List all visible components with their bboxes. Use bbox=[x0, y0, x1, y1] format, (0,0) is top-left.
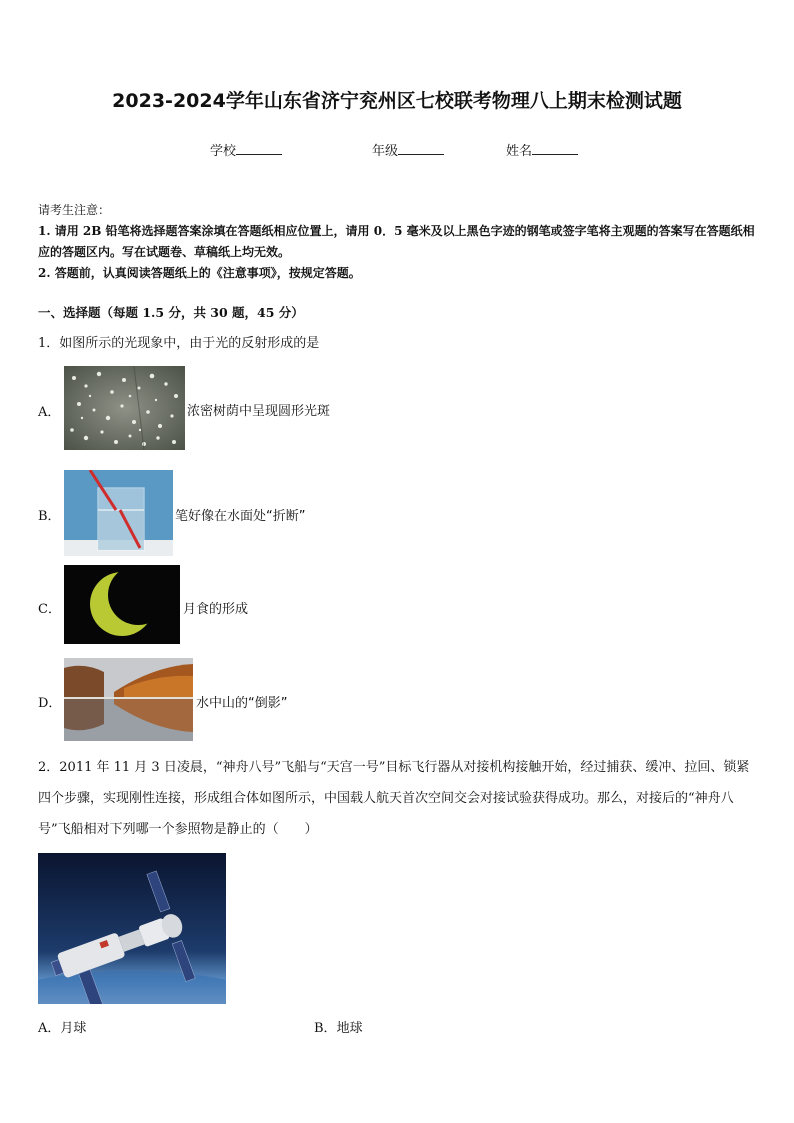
grade-field bbox=[372, 140, 444, 159]
option-d-text: 水中山的“倒影” bbox=[196, 696, 288, 711]
spacecraft-docking-image bbox=[38, 853, 226, 1004]
pencil-in-water-image bbox=[64, 470, 173, 556]
name-field bbox=[506, 140, 578, 159]
section-heading: 一、选择题（每题 1.5 分，共 30 题，45 分） bbox=[38, 305, 304, 320]
option-2a bbox=[38, 1017, 86, 1036]
option-2b-text: 地球 bbox=[336, 1021, 363, 1036]
option-a-letter: A． bbox=[38, 405, 61, 420]
tree-shade-light-spots-image bbox=[64, 366, 185, 450]
name-label: 姓名 bbox=[506, 144, 533, 159]
school-label: 学校 bbox=[210, 144, 237, 159]
option-b-letter: B． bbox=[38, 509, 61, 524]
question-1-stem: 1．如图所示的光现象中，由于光的反射形成的是 bbox=[38, 336, 320, 351]
notice-item-1: 1. 请用 2B 铅笔将选择题答案涂填在答题纸相应位置上，请用 0．5 毫米及以上黑色字迹的钢笔或签字笔将主观题的答案写在答题纸相应的答题区内。写在试题卷、草稿纸上均无效。 bbox=[38, 224, 755, 259]
option-c-letter: C． bbox=[38, 602, 61, 617]
grade-blank bbox=[398, 142, 444, 155]
option-2b-letter: B． bbox=[314, 1021, 337, 1036]
school-field bbox=[210, 140, 282, 159]
notice-item-2: 2. 答题前，认真阅读答题纸上的《注意事项》，按规定答题。 bbox=[38, 266, 361, 280]
option-c-text: 月食的形成 bbox=[183, 602, 249, 617]
name-blank bbox=[532, 142, 578, 155]
school-blank bbox=[236, 142, 282, 155]
page-title: 2023-2024学年山东省济宁兖州区七校联考物理八上期末检测试题 bbox=[112, 90, 682, 112]
lunar-eclipse-image bbox=[64, 565, 180, 644]
grade-label: 年级 bbox=[372, 144, 399, 159]
option-2a-letter: A． bbox=[38, 1021, 61, 1036]
mountain-reflection-image bbox=[64, 658, 193, 741]
option-a-text: 浓密树荫中呈现圆形光斑 bbox=[187, 404, 331, 419]
notice-heading: 请考生注意： bbox=[38, 203, 111, 217]
question-2-stem: 2．2011 年 11 月 3 日凌晨，“神舟八号”飞船与“天宫一号”目标飞行器从对接机构接触开始，经过捕获、缓冲、拉回、锁紧四个步骤，实现刚性连接，形成组合体如图所示，中国载人航天首次空间交会对接试验获得成功。那么，对接后的“神舟八号”飞船相对下列哪一个参照物是静止的（ ） bbox=[38, 760, 750, 837]
option-2a-text: 月球 bbox=[60, 1021, 87, 1036]
option-b-text: 笔好像在水面处“折断” bbox=[175, 509, 306, 524]
option-d-letter: D． bbox=[38, 696, 62, 711]
option-2b bbox=[314, 1017, 363, 1036]
